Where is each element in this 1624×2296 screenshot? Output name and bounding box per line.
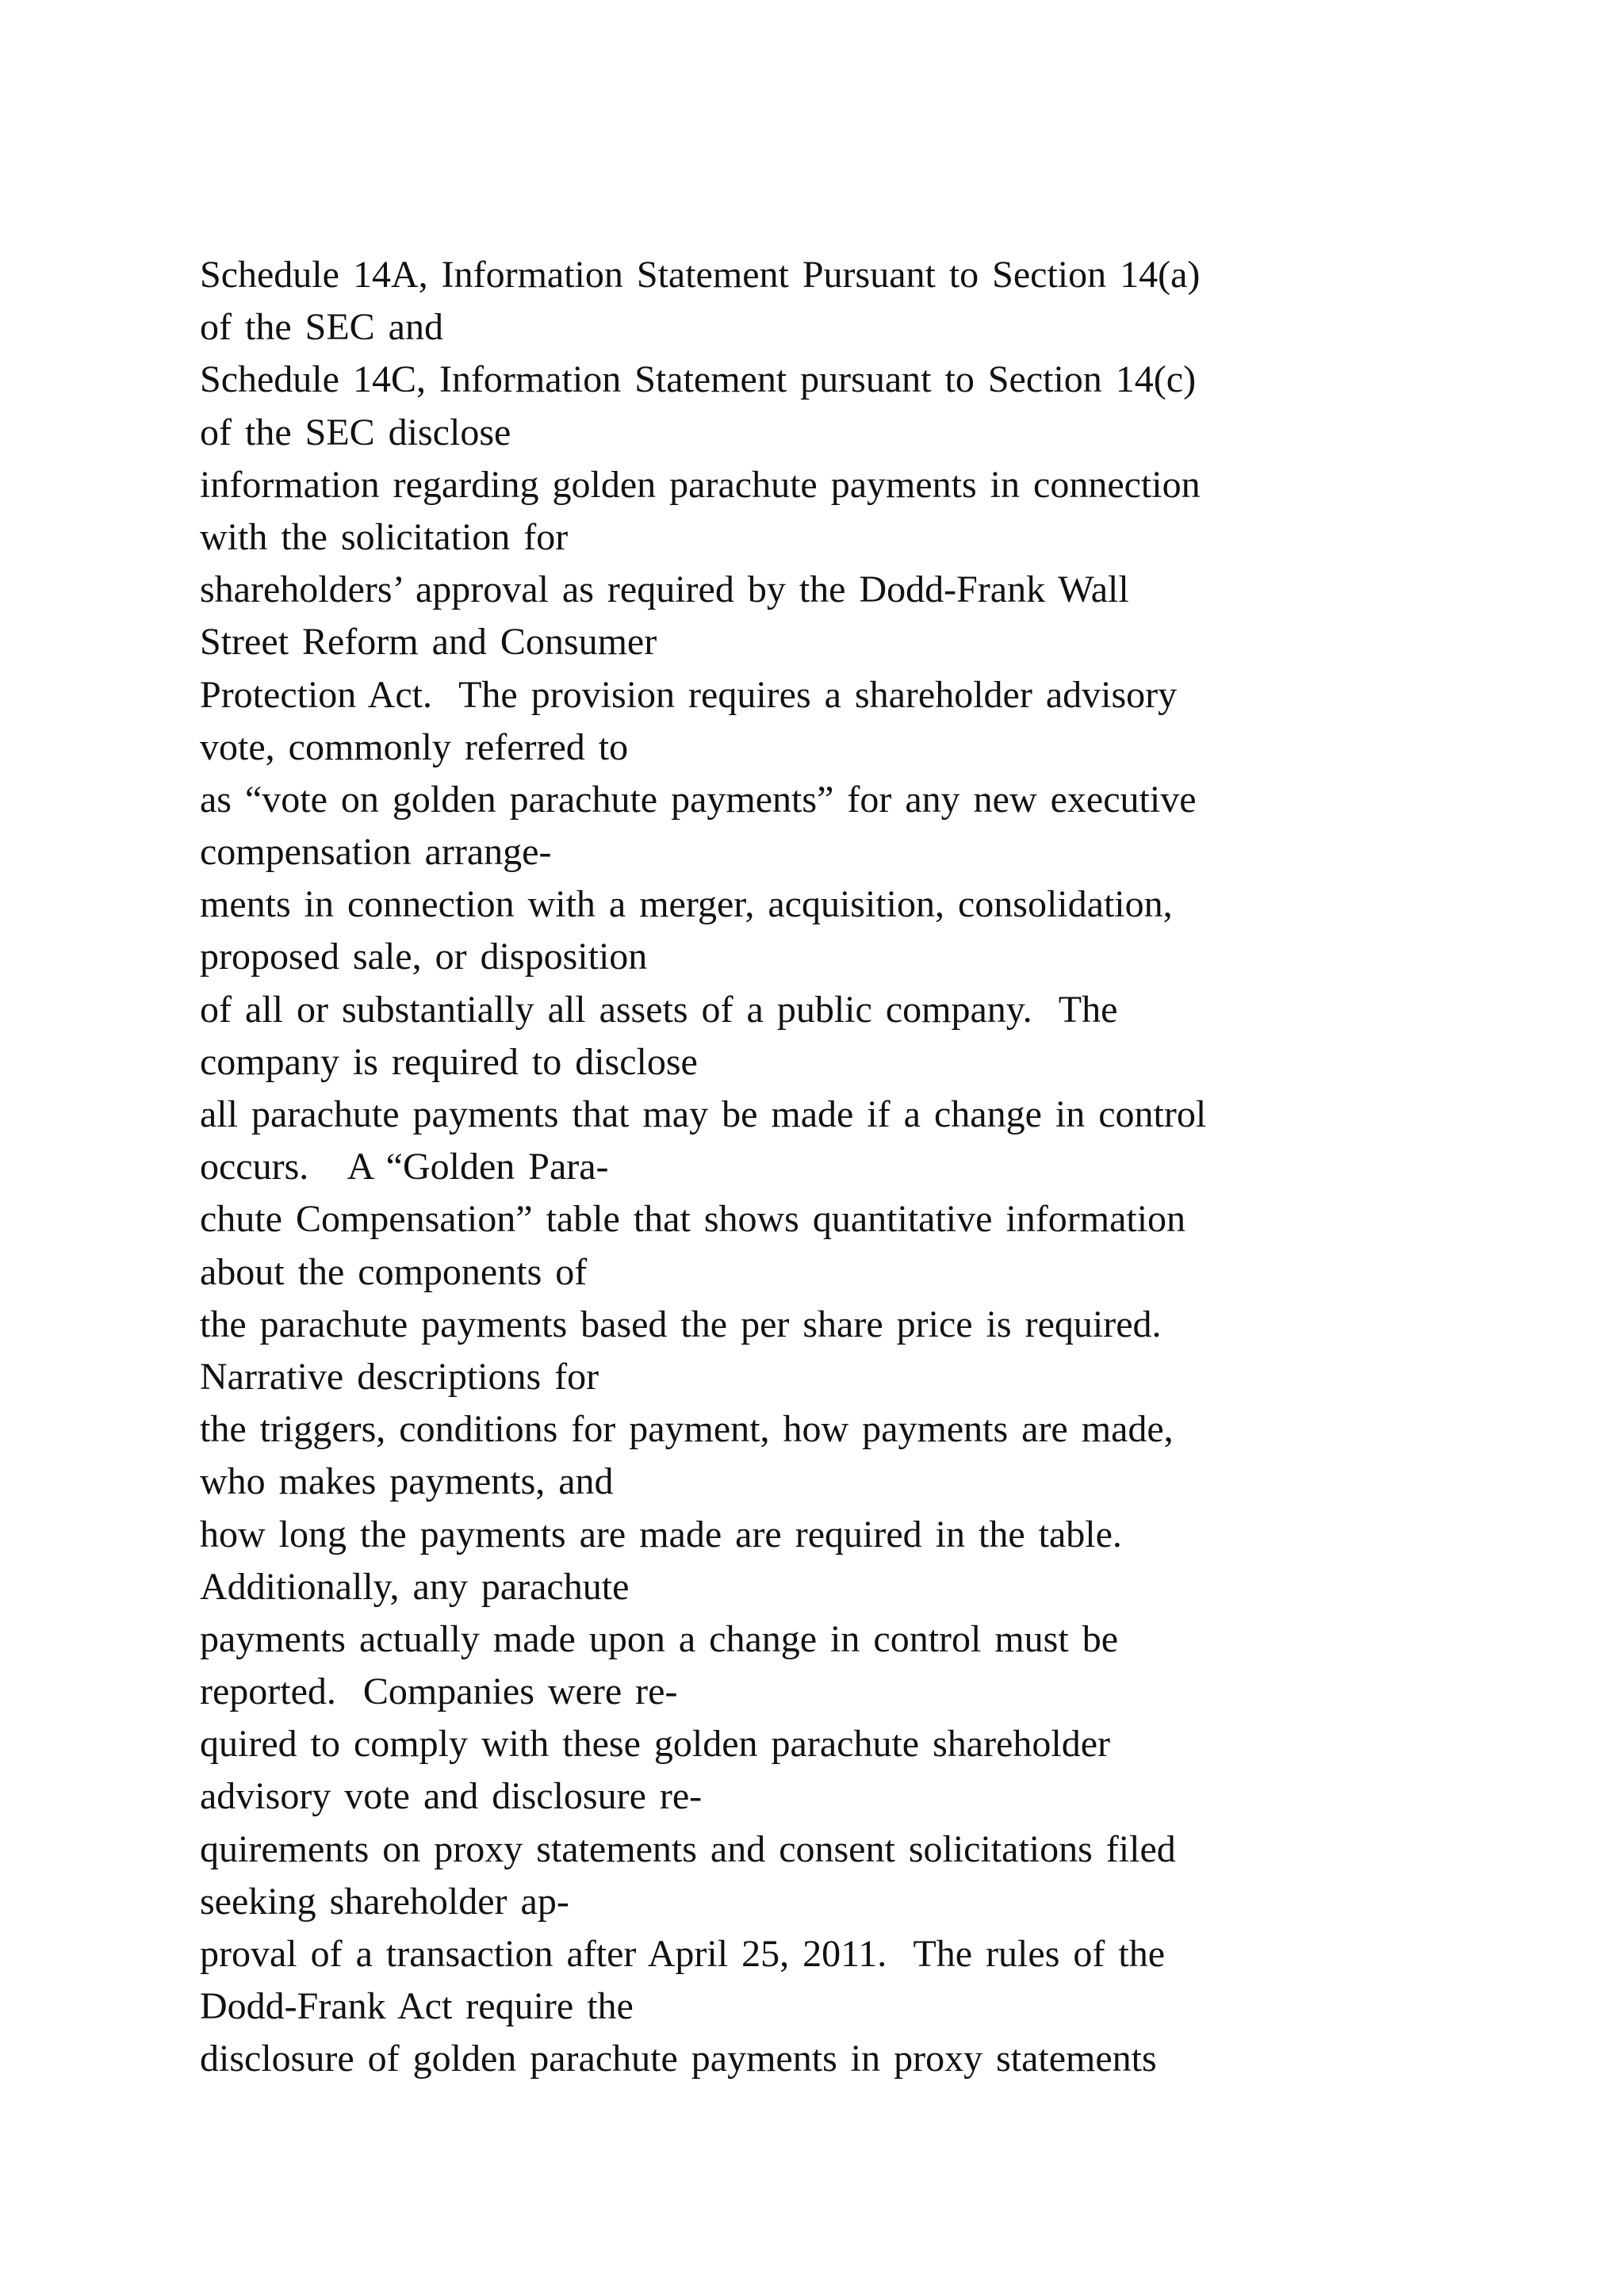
text-line: chute Compensation” table that shows quantitative information [200, 1198, 1186, 1241]
text-line: Street Reform and Consumer [200, 621, 657, 664]
text-line: Dodd-Frank Act require the [200, 1985, 634, 2028]
text-line: Schedule 14C, Information Statement pursuant to Section 14(c) [200, 358, 1197, 401]
text-line: quired to comply with these golden parachute shareholder [200, 1723, 1110, 1766]
text-line: Additionally, any parachute [200, 1565, 630, 1608]
text-line: as “vote on golden parachute payments” for any new executive [200, 778, 1197, 821]
text-line: occurs. A “Golden Para- [200, 1146, 609, 1188]
text-line: of all or substantially all assets of a public company. The [200, 988, 1118, 1031]
text-line: with the solicitation for [200, 515, 569, 558]
text-line: disclosure of golden parachute payments in proxy statements [200, 2038, 1157, 2080]
text-line: proposed sale, or disposition [200, 936, 648, 978]
text-line: who makes payments, and [200, 1460, 614, 1503]
text-line: reported. Companies were re- [200, 1670, 678, 1713]
text-line: quirements on proxy statements and consent solicitations filed [200, 1827, 1176, 1870]
text-line: how long the payments are made are required in the table. [200, 1513, 1122, 1556]
text-line: proval of a transaction after April 25, 2011. The rules of the [200, 1933, 1165, 1975]
text-line: of the SEC disclose [200, 411, 511, 453]
text-line: Schedule 14A, Information Statement Pursuant to Section 14(a) [200, 254, 1201, 296]
body-text [200, 249, 1437, 2086]
text-line: ments in connection with a merger, acquisition, consolidation, [200, 883, 1173, 926]
text-line: compensation arrange- [200, 831, 552, 874]
text-line: Protection Act. The provision requires a shareholder advisory [200, 673, 1178, 716]
text-line: seeking shareholder ap- [200, 1880, 569, 1923]
text-line: about the components of [200, 1250, 588, 1293]
text-line: the triggers, conditions for payment, how payments are made, [200, 1408, 1174, 1451]
text-line: company is required to disclose [200, 1040, 698, 1083]
text-line: payments actually made upon a change in control must be [200, 1617, 1118, 1660]
text-line: shareholders’ approval as required by the Dodd-Frank Wall [200, 568, 1129, 611]
text-line: of the SEC and [200, 306, 443, 349]
text-line: all parachute payments that may be made if a change in control [200, 1093, 1207, 1135]
text-line: vote, commonly referred to [200, 725, 629, 768]
text-line: Narrative descriptions for [200, 1355, 599, 1398]
text-line: advisory vote and disclosure re- [200, 1775, 703, 1818]
text-line: information regarding golden parachute payments in connection [200, 463, 1201, 506]
text-line: the parachute payments based the per share price is required. [200, 1303, 1162, 1345]
